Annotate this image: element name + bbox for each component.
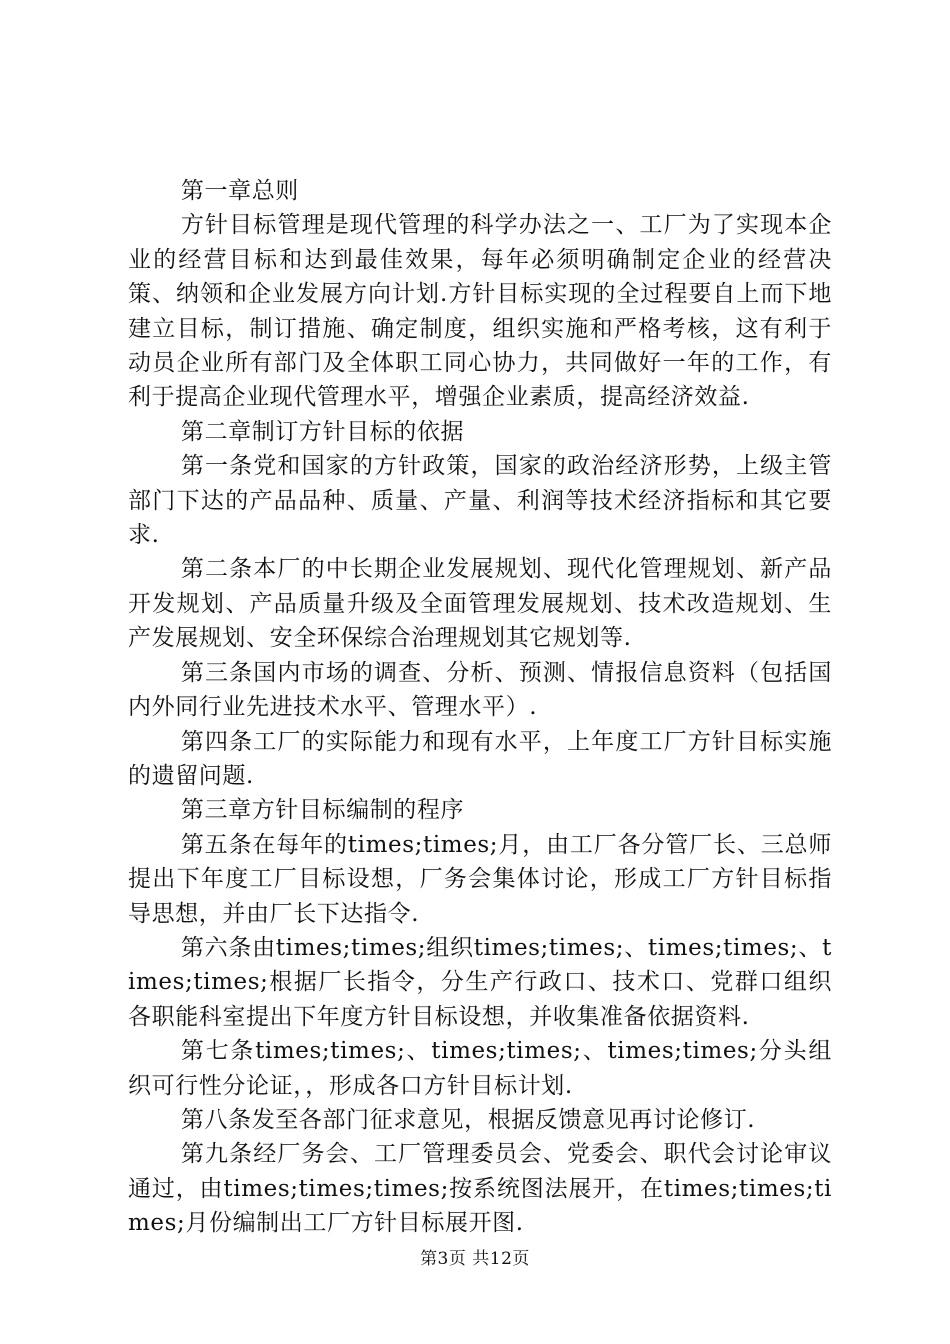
article-paragraph: 第七条times;times;、times;times;、times;times;分头组织可行性分论证，，形成各口方针目标计划. bbox=[128, 1038, 832, 1099]
body-paragraph: 方针目标管理是现代管理的科学办法之一、工厂为了实现本企业的经营目标和达到最佳效果，每年必须明确制定企业的经营决策、纳领和企业发展方向计划.方针目标实现的全过程要自上而下地建立目标，制订措施、确定制度，组织实施和严格考核，这有利于动员企业所有部门及全体职工同心协力，共同做好一年的工作，有利于提高企业现代管理水平，增强企业素质，提高经济效益. bbox=[128, 212, 832, 411]
article-paragraph: 第二条本厂的中长期企业发展规划、现代化管理规划、新产品开发规划、产品质量升级及全面管理发展规划、技术改造规划、生产发展规划、安全环保综合治理规划其它规划等. bbox=[128, 556, 832, 652]
article-paragraph: 第五条在每年的times;times;月，由工厂各分管厂长、三总师提出下年度工厂目标设想，厂务会集体讨论，形成工厂方针目标指导思想，并由厂长下达指令. bbox=[128, 831, 832, 927]
article-paragraph: 第六条由times;times;组织times;times;、times;times;、times;times;根据厂长指令，分生产行政口、技术口、党群口组织各职能科室提出下年度方针目标设想，并收集准备依据资料. bbox=[128, 934, 832, 1030]
chapter-heading: 第一章总则 bbox=[180, 178, 299, 204]
document-body bbox=[128, 174, 832, 1241]
article-paragraph: 第八条发至各部门征求意见，根据反馈意见再讨论修订. bbox=[180, 1106, 756, 1133]
article-paragraph: 第四条工厂的实际能力和现有水平，上年度工厂方针目标实施的遗留问题. bbox=[128, 728, 832, 789]
chapter-heading: 第二章制订方针目标的依据 bbox=[180, 418, 465, 445]
page-number-footer: 第3页 共12页 bbox=[420, 1249, 530, 1269]
article-paragraph: 第三条国内市场的调查、分析、预测、情报信息资料（包括国内外同行业先进技术水平、管理水平）. bbox=[128, 659, 832, 721]
chapter-heading: 第三章方针目标编制的程序 bbox=[180, 797, 465, 824]
article-paragraph: 第一条党和国家的方针政策，国家的政治经济形势，上级主管部门下达的产品品种、质量、产量、利润等技术经济指标和其它要求. bbox=[128, 453, 832, 549]
article-paragraph: 第九条经厂务会、工厂管理委员会、党委会、职代会讨论审议通过，由times;times;times;按系统图法展开，在times;times;times;月份编制出工厂方针目标展开图. bbox=[128, 1141, 832, 1237]
